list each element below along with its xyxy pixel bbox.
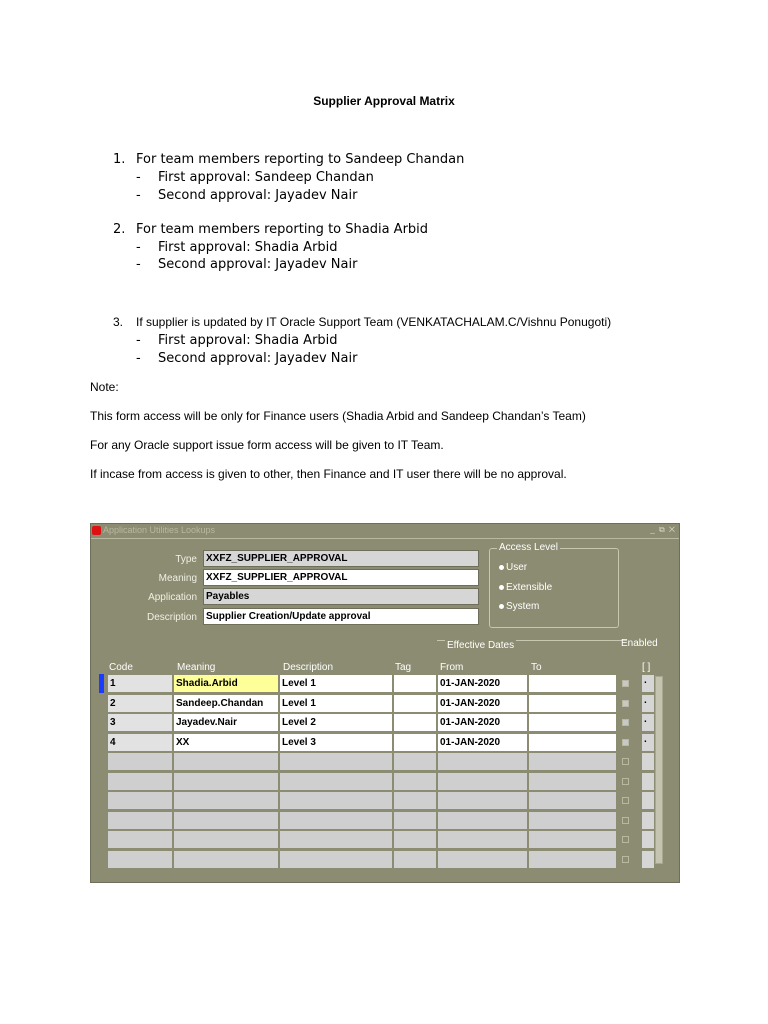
col-to: To xyxy=(531,662,542,673)
enabled-checkbox[interactable] xyxy=(622,836,629,843)
item-heading: For team members reporting to Shadia Arbid xyxy=(136,222,429,237)
page-title: Supplier Approval Matrix xyxy=(313,94,455,108)
enabled-checkbox[interactable] xyxy=(622,758,629,765)
flexfield-cell[interactable]: . xyxy=(641,713,655,732)
description-label: Description xyxy=(146,612,197,623)
col-tag: Tag xyxy=(395,662,412,673)
cell-meaning[interactable]: Sandeep.Chandan xyxy=(173,694,279,713)
cell-code[interactable] xyxy=(107,791,173,810)
cell-tag[interactable] xyxy=(393,674,437,693)
cell-to[interactable] xyxy=(528,772,617,791)
oracle-app-icon xyxy=(92,526,101,535)
cell-tag[interactable] xyxy=(393,733,437,752)
note-line-2: For any Oracle support issue form access will be given to IT Team. xyxy=(90,438,444,452)
cell-to[interactable] xyxy=(528,733,617,752)
cell-tag[interactable] xyxy=(393,752,437,771)
enabled-checkbox[interactable] xyxy=(622,700,629,707)
item-number: 1. xyxy=(113,152,126,167)
cell-tag[interactable] xyxy=(393,830,437,849)
cell-from[interactable] xyxy=(437,850,528,869)
cell-code[interactable]: 4 xyxy=(107,733,173,752)
cell-code[interactable] xyxy=(107,850,173,869)
cell-tag[interactable] xyxy=(393,694,437,713)
window-controls[interactable]: _ ⧉ ✕ xyxy=(650,525,676,534)
cell-description[interactable]: Level 2 xyxy=(279,713,393,732)
note-line-3: If incase from access is given to other, then Finance and IT user there will be no approval. xyxy=(90,467,567,481)
lookups-form-window xyxy=(90,523,680,883)
cell-code[interactable]: 1 xyxy=(107,674,173,693)
enabled-bracket: [ ] xyxy=(642,662,651,673)
cell-from[interactable] xyxy=(437,752,528,771)
window-title: Application Utilities Lookups xyxy=(103,525,216,535)
col-meaning: Meaning xyxy=(177,662,216,673)
flexfield-cell[interactable] xyxy=(641,850,655,869)
cell-tag[interactable] xyxy=(393,713,437,732)
cell-description[interactable] xyxy=(279,791,393,810)
cell-tag[interactable] xyxy=(393,811,437,830)
type-field[interactable]: XXFZ_SUPPLIER_APPROVAL xyxy=(203,550,479,567)
cell-description[interactable]: Level 1 xyxy=(279,694,393,713)
cell-tag[interactable] xyxy=(393,850,437,869)
flexfield-cell[interactable] xyxy=(641,830,655,849)
flexfield-cell[interactable]: . xyxy=(641,674,655,693)
flexfield-cell[interactable] xyxy=(641,811,655,830)
cell-description[interactable] xyxy=(279,811,393,830)
flexfield-cell[interactable]: . xyxy=(641,694,655,713)
cell-from[interactable]: 01-JAN-2020 xyxy=(437,713,528,732)
col-code: Code xyxy=(109,662,133,673)
cell-description[interactable] xyxy=(279,772,393,791)
cell-description[interactable]: Level 3 xyxy=(279,733,393,752)
effective-dates-label: Effective Dates xyxy=(447,640,515,651)
note-line-1: This form access will be only for Finance users (Shadia Arbid and Sandeep Chandan’s Team) xyxy=(90,409,586,423)
cell-to[interactable] xyxy=(528,830,617,849)
enabled-checkbox[interactable] xyxy=(622,778,629,785)
radio-icon xyxy=(499,585,504,590)
col-description: Description xyxy=(283,662,334,673)
cell-code[interactable] xyxy=(107,811,173,830)
current-record-marker xyxy=(99,674,104,693)
radio-selected-icon xyxy=(499,565,504,570)
enabled-checkbox[interactable] xyxy=(622,680,629,687)
cell-meaning[interactable] xyxy=(173,850,279,869)
radio-user[interactable]: User xyxy=(499,562,527,573)
meaning-label: Meaning xyxy=(158,573,197,584)
cell-code[interactable] xyxy=(107,772,173,791)
cell-to[interactable] xyxy=(528,752,617,771)
cell-tag[interactable] xyxy=(393,791,437,810)
cell-to[interactable] xyxy=(528,791,617,810)
enabled-checkbox[interactable] xyxy=(622,856,629,863)
item-number: 2. xyxy=(113,222,126,237)
type-label: Type xyxy=(175,554,197,565)
cell-meaning[interactable] xyxy=(173,791,279,810)
window-titlebar xyxy=(91,524,679,539)
cell-meaning[interactable] xyxy=(173,772,279,791)
enabled-label: Enabled xyxy=(621,638,658,649)
cell-from[interactable] xyxy=(437,811,528,830)
cell-from[interactable] xyxy=(437,791,528,810)
grid-scrollbar[interactable] xyxy=(655,676,663,864)
cell-description[interactable]: Level 1 xyxy=(279,674,393,693)
flexfield-cell[interactable]: . xyxy=(641,733,655,752)
cell-meaning[interactable] xyxy=(173,811,279,830)
cell-from[interactable] xyxy=(437,830,528,849)
cell-from[interactable]: 01-JAN-2020 xyxy=(437,733,528,752)
description-field[interactable]: Supplier Creation/Update approval xyxy=(203,608,479,625)
flexfield-cell[interactable] xyxy=(641,752,655,771)
enabled-checkbox[interactable] xyxy=(622,719,629,726)
enabled-checkbox[interactable] xyxy=(622,817,629,824)
radio-icon xyxy=(499,604,504,609)
item-heading: If supplier is updated by IT Oracle Support Team (VENKATACHALAM.C/Vishnu Ponugoti) xyxy=(136,315,612,329)
cell-description[interactable] xyxy=(279,830,393,849)
enabled-checkbox[interactable] xyxy=(622,739,629,746)
cell-meaning[interactable]: Shadia.Arbid xyxy=(173,674,279,693)
flexfield-cell[interactable] xyxy=(641,772,655,791)
application-label: Application xyxy=(148,592,197,603)
cell-to[interactable] xyxy=(528,850,617,869)
flexfield-cell[interactable] xyxy=(641,791,655,810)
cell-meaning[interactable]: XX xyxy=(173,733,279,752)
cell-to[interactable] xyxy=(528,713,617,732)
enabled-checkbox[interactable] xyxy=(622,797,629,804)
radio-extensible[interactable]: Extensible xyxy=(499,582,552,593)
cell-description[interactable] xyxy=(279,752,393,771)
cell-code[interactable]: 3 xyxy=(107,713,173,732)
cell-description[interactable] xyxy=(279,850,393,869)
item-heading: For team members reporting to Sandeep Chandan xyxy=(136,152,465,167)
cell-tag[interactable] xyxy=(393,772,437,791)
application-field[interactable]: Payables xyxy=(203,588,479,605)
cell-from[interactable] xyxy=(437,772,528,791)
col-from: From xyxy=(440,662,464,673)
radio-system[interactable]: System xyxy=(499,601,539,612)
cell-meaning[interactable]: Jayadev.Nair xyxy=(173,713,279,732)
cell-to[interactable] xyxy=(528,694,617,713)
cell-code[interactable]: 2 xyxy=(107,694,173,713)
cell-code[interactable] xyxy=(107,830,173,849)
item-number: 3. xyxy=(113,315,124,329)
note-label: Note: xyxy=(90,380,119,394)
cell-code[interactable] xyxy=(107,752,173,771)
cell-to[interactable] xyxy=(528,811,617,830)
cell-from[interactable]: 01-JAN-2020 xyxy=(437,694,528,713)
cell-to[interactable] xyxy=(528,674,617,693)
meaning-field[interactable]: XXFZ_SUPPLIER_APPROVAL xyxy=(203,569,479,586)
access-level-label: Access Level xyxy=(499,542,558,553)
cell-meaning[interactable] xyxy=(173,830,279,849)
cell-meaning[interactable] xyxy=(173,752,279,771)
cell-from[interactable]: 01-JAN-2020 xyxy=(437,674,528,693)
